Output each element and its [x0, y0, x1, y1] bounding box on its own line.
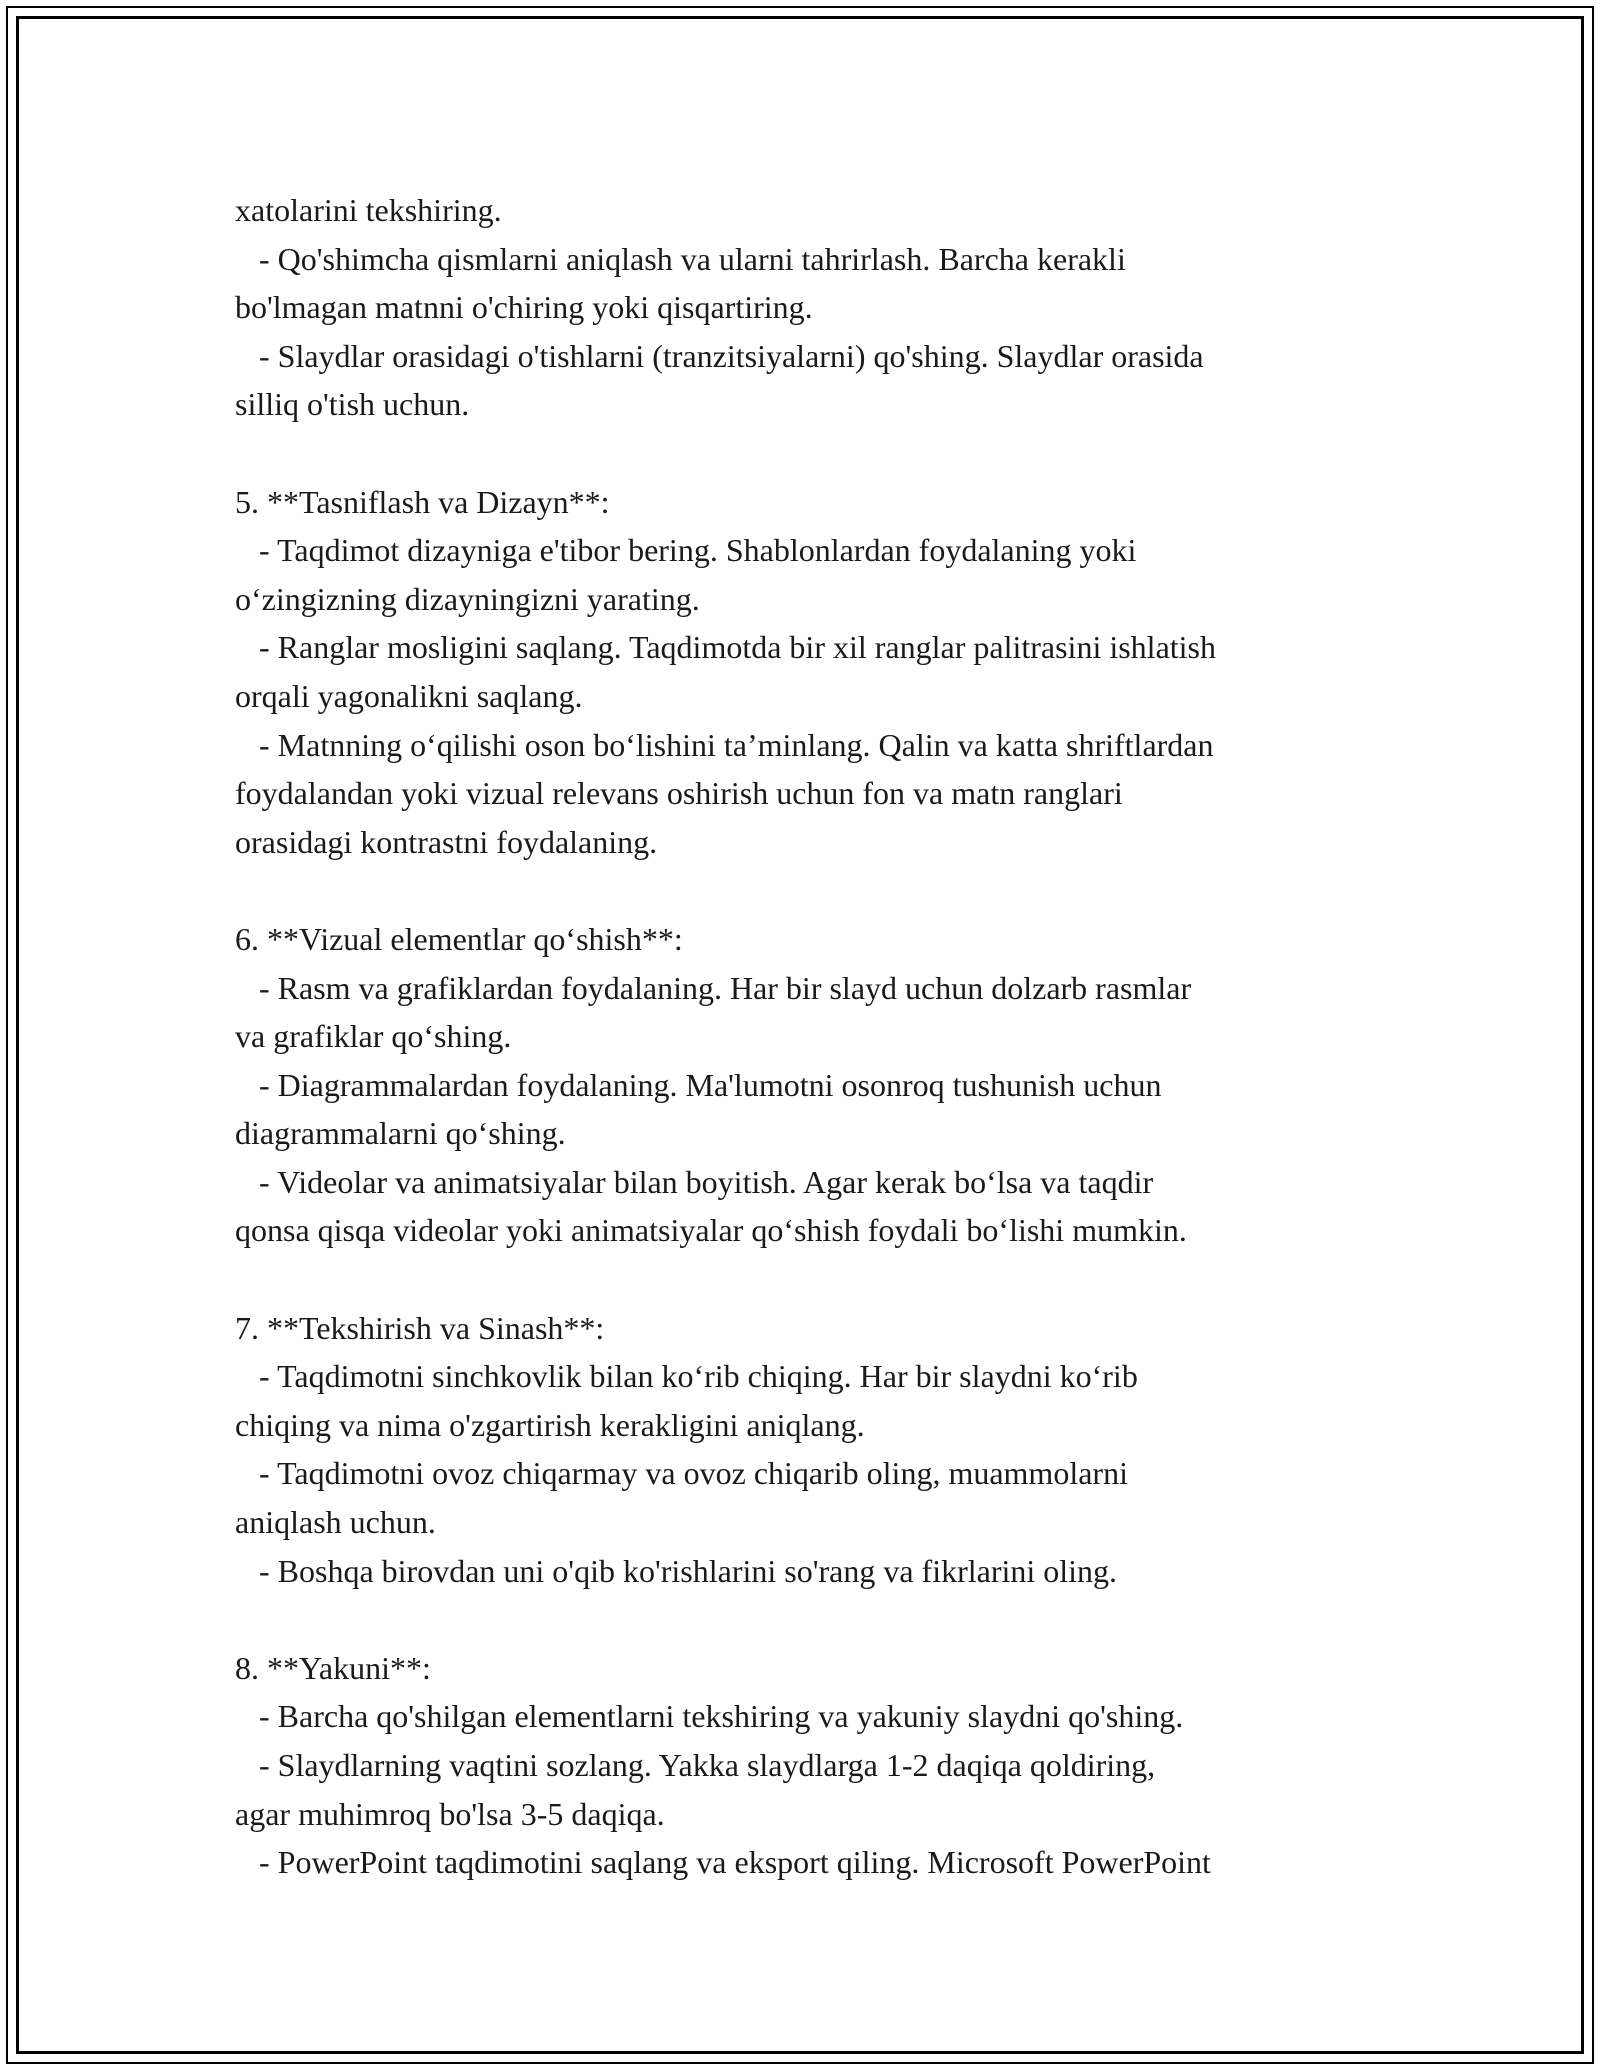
list-item-text: - Rasm va grafiklardan foydalaning. Har bir slayd uchun dolzarb rasmlar	[235, 969, 1192, 1006]
paragraph-gap	[235, 1595, 1395, 1644]
list-item-text: - Videolar va animatsiyalar bilan boyitish. Agar kerak bo‘lsa va taqdir	[235, 1163, 1154, 1200]
text-line: silliq o'tish uchun.	[235, 386, 470, 423]
list-item-text: - Taqdimot dizayniga e'tibor bering. Shablonlardan foydalaning yoki	[235, 532, 1137, 569]
list-item-text: - Ranglar mosligini saqlang. Taqdimotda bir xil ranglar palitrasini ishlatish	[235, 629, 1216, 666]
section-heading: 5. **Tasniflash va Dizayn**:	[235, 483, 610, 520]
text-line: chiqing va nima o'zgartirish kerakligini aniqlang.	[235, 1406, 865, 1443]
list-item-text: - Taqdimotni ovoz chiqarmay va ovoz chiqarib oling, muammolarni	[235, 1455, 1128, 1492]
list-item-text: - Qo'shimcha qismlarni aniqlash va ularni tahrirlash. Barcha kerakli	[235, 240, 1126, 277]
text-line: bo'lmagan matnni o'chiring yoki qisqartiring.	[235, 289, 813, 326]
list-item-text: - PowerPoint taqdimotini saqlang va eksport qiling. Microsoft PowerPoint	[235, 1844, 1211, 1881]
text-line: diagrammalarni qo‘shing.	[235, 1115, 566, 1152]
list-item-text: - Slaydlarning vaqtini sozlang. Yakka slaydlarga 1-2 daqiqa qoldiring,	[235, 1747, 1156, 1783]
paragraph-gap	[235, 1255, 1395, 1304]
text-line: va grafiklar qo‘shing.	[235, 1018, 512, 1055]
text-line: qonsa qisqa videolar yoki animatsiyalar qo‘shish foydali bo‘lishi mumkin.	[235, 1212, 1187, 1249]
list-item-text: - Boshqa birovdan uni o'qib ko'rishlarini so'rang va fikrlarini oling.	[235, 1552, 1118, 1589]
document-body	[235, 186, 1395, 1887]
list-item-text: - Diagrammalardan foydalaning. Ma'lumotni osonroq tushunish uchun	[235, 1066, 1162, 1103]
paragraph-gap	[235, 866, 1395, 915]
text-line: agar muhimroq bo'lsa 3-5 daqiqa.	[235, 1795, 665, 1832]
text-line: o‘zingizning dizayningizni yarating.	[235, 580, 700, 617]
text-line: orasidagi kontrastni foydalaning.	[235, 823, 658, 860]
paragraph-gap	[235, 429, 1395, 478]
section-heading: 6. **Vizual elementlar qo‘shish**:	[235, 920, 683, 957]
text-line: xatolarini tekshiring.	[235, 192, 502, 228]
list-item-text: - Barcha qo'shilgan elementlarni tekshiring va yakuniy slaydni qo'shing.	[235, 1698, 1184, 1735]
text-line: aniqlash uchun.	[235, 1504, 436, 1541]
text-line: orqali yagonalikni saqlang.	[235, 677, 583, 714]
section-heading: 7. **Tekshirish va Sinash**:	[235, 1309, 605, 1346]
list-item-text: - Matnning o‘qilishi oson bo‘lishini ta’minlang. Qalin va katta shriftlardan	[235, 726, 1214, 763]
list-item-text: - Slaydlar orasidagi o'tishlarni (tranzitsiyalarni) qo'shing. Slaydlar orasida	[235, 337, 1204, 374]
section-heading: 8. **Yakuni**:	[235, 1649, 431, 1686]
text-line: foydalandan yoki vizual relevans oshirish uchun fon va matn ranglari	[235, 775, 1123, 812]
list-item-text: - Taqdimotni sinchkovlik bilan ko‘rib chiqing. Har bir slaydni ko‘rib	[235, 1358, 1138, 1395]
